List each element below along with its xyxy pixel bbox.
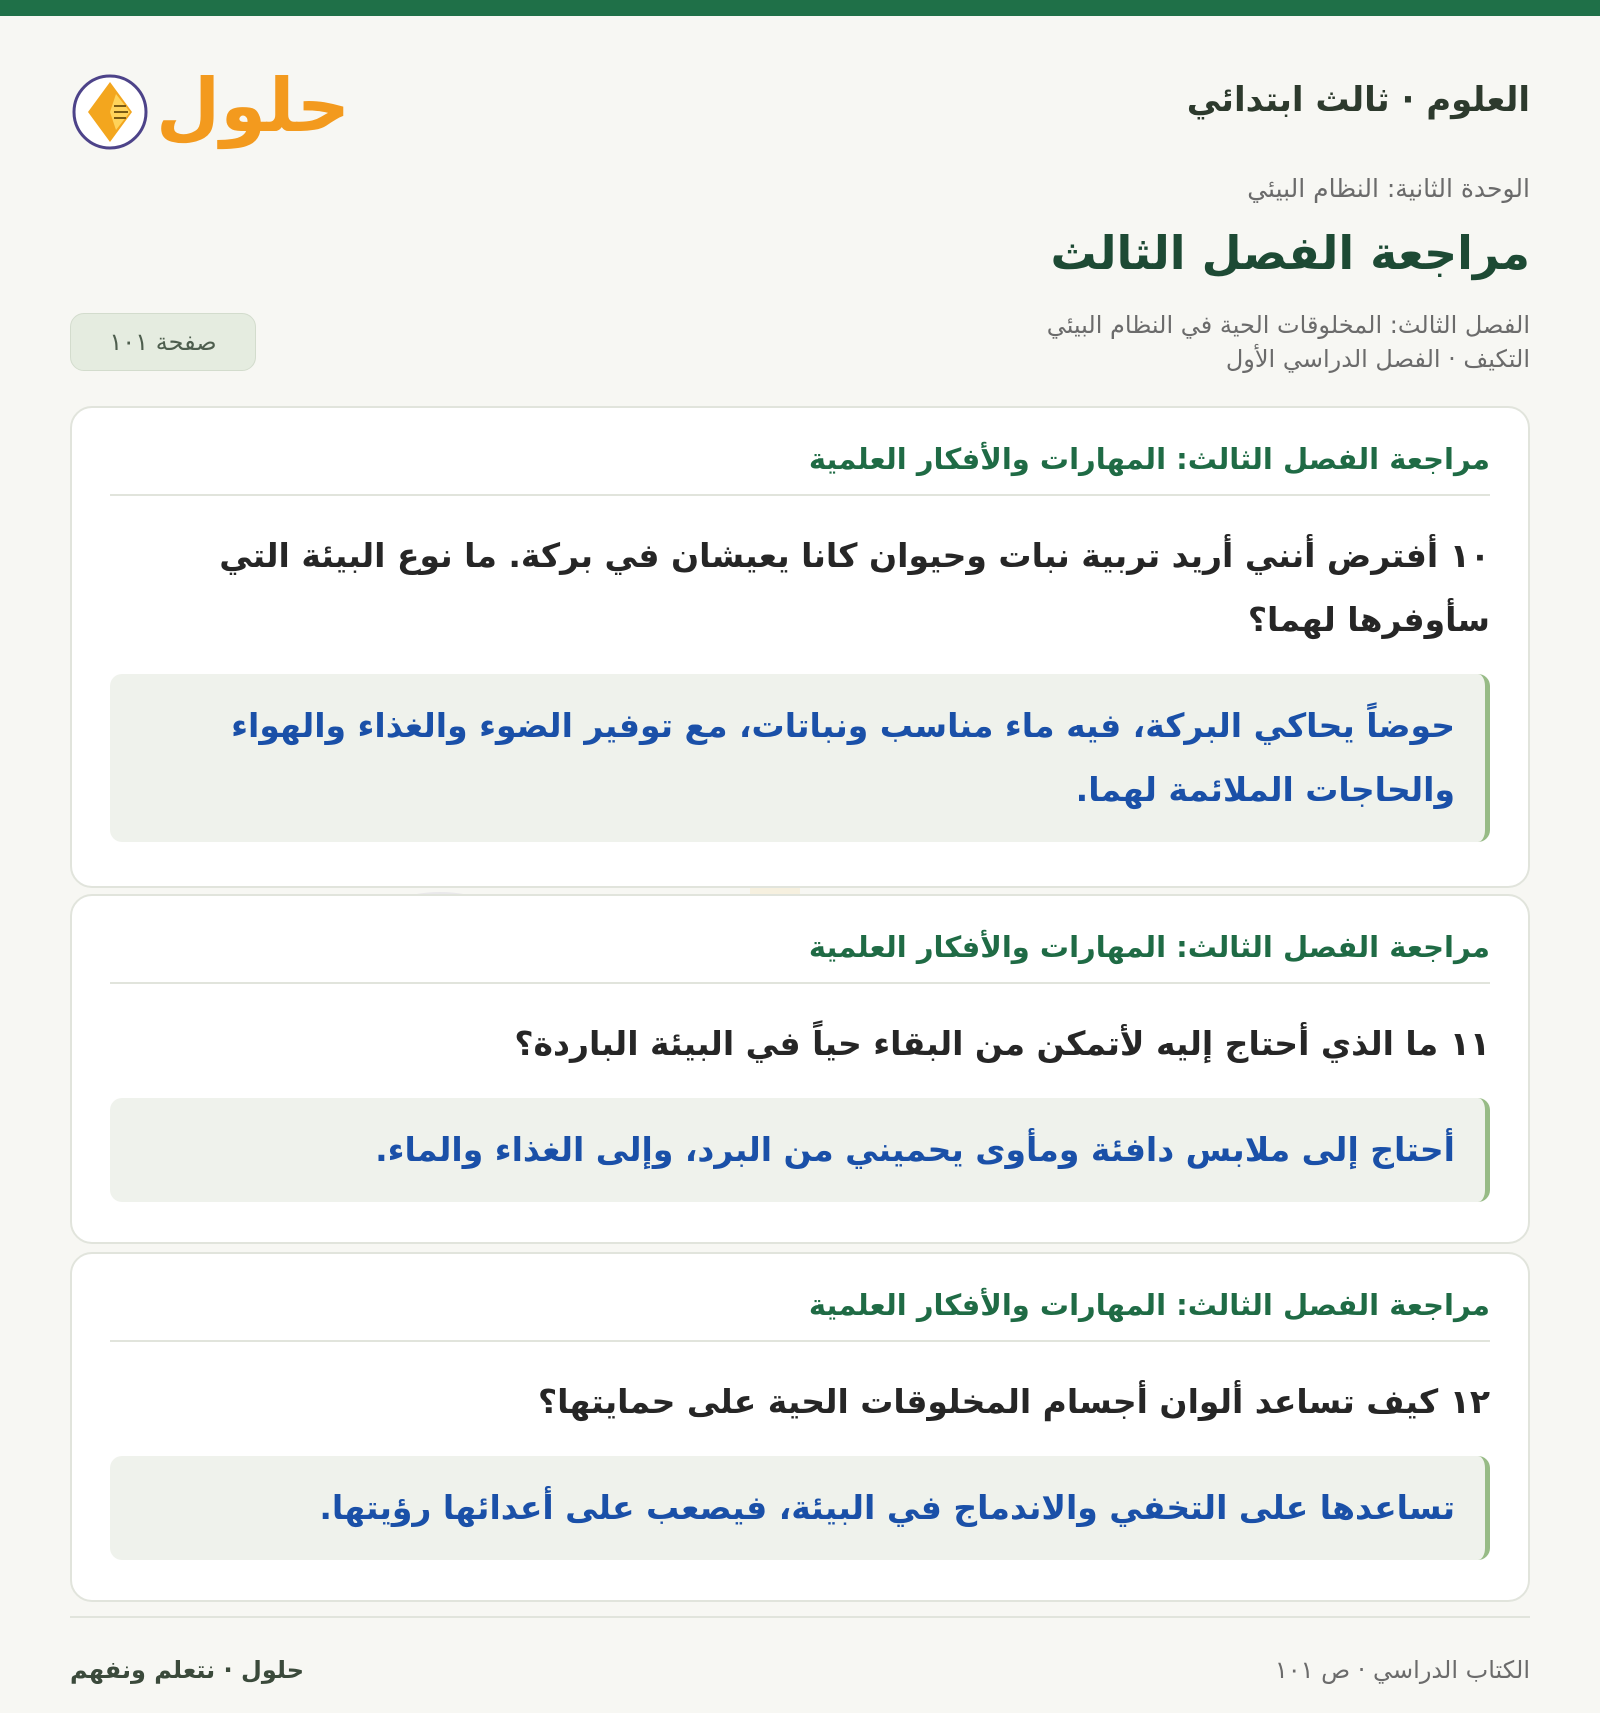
lesson-meta — [1047, 308, 1530, 376]
unit-label: الوحدة الثانية: النظام البيئي — [1247, 174, 1530, 203]
footer-divider — [70, 1616, 1530, 1618]
logo-wordmark: حلول — [156, 63, 351, 149]
topic-term-label: التكيف · الفصل الدراسي الأول — [1225, 345, 1530, 373]
footer-brand-tagline[interactable]: حلول · نتعلم ونفهم — [70, 1656, 304, 1684]
subject-grade-title: العلوم · ثالث ابتدائي — [1186, 80, 1530, 120]
page-number-badge: صفحة ١٠١ — [70, 313, 256, 371]
question-card — [70, 406, 1530, 888]
answer-box: تساعدها على التخفي والاندماج في البيئة، فيصعب على أعدائها رؤيتها. — [110, 1456, 1490, 1560]
card-section-title: مراجعة الفصل الثالث: المهارات والأفكار العلمية — [110, 896, 1490, 984]
chapter-label: الفصل الثالث: المخلوقات الحية في النظام البيئي — [1046, 311, 1530, 339]
brand-logo[interactable] — [70, 48, 351, 168]
answer-box: حوضاً يحاكي البركة، فيه ماء مناسب ونباتات، مع توفير الضوء والغذاء والهواء والحاجات الملائمة لهما. — [110, 674, 1490, 842]
page-content — [70, 16, 1530, 1713]
footer-source: الكتاب الدراسي · ص ١٠١ — [1274, 1656, 1530, 1684]
lesson-title: مراجعة الفصل الثالث — [1050, 226, 1530, 280]
question-text: ١٢ كيف تساعد ألوان أجسام المخلوقات الحية على حمايتها؟ — [537, 1382, 1490, 1421]
card-section-title: مراجعة الفصل الثالث: المهارات والأفكار العلمية — [110, 1254, 1490, 1342]
question-text: ١١ ما الذي أحتاج إليه لأتمكن من البقاء حياً في البيئة الباردة؟ — [514, 1024, 1490, 1063]
answer-box: أحتاج إلى ملابس دافئة ومأوى يحميني من البرد، وإلى الغذاء والماء. — [110, 1098, 1490, 1202]
top-accent-bar — [0, 0, 1600, 16]
question-card — [70, 894, 1530, 1244]
card-section-title: مراجعة الفصل الثالث: المهارات والأفكار العلمية — [110, 408, 1490, 496]
question-text: ١٠ أفترض أنني أريد تربية نبات وحيوان كانا يعيشان في بركة. ما نوع البيئة التي سأوفرها لهما؟ — [219, 536, 1490, 639]
question-card — [70, 1252, 1530, 1602]
